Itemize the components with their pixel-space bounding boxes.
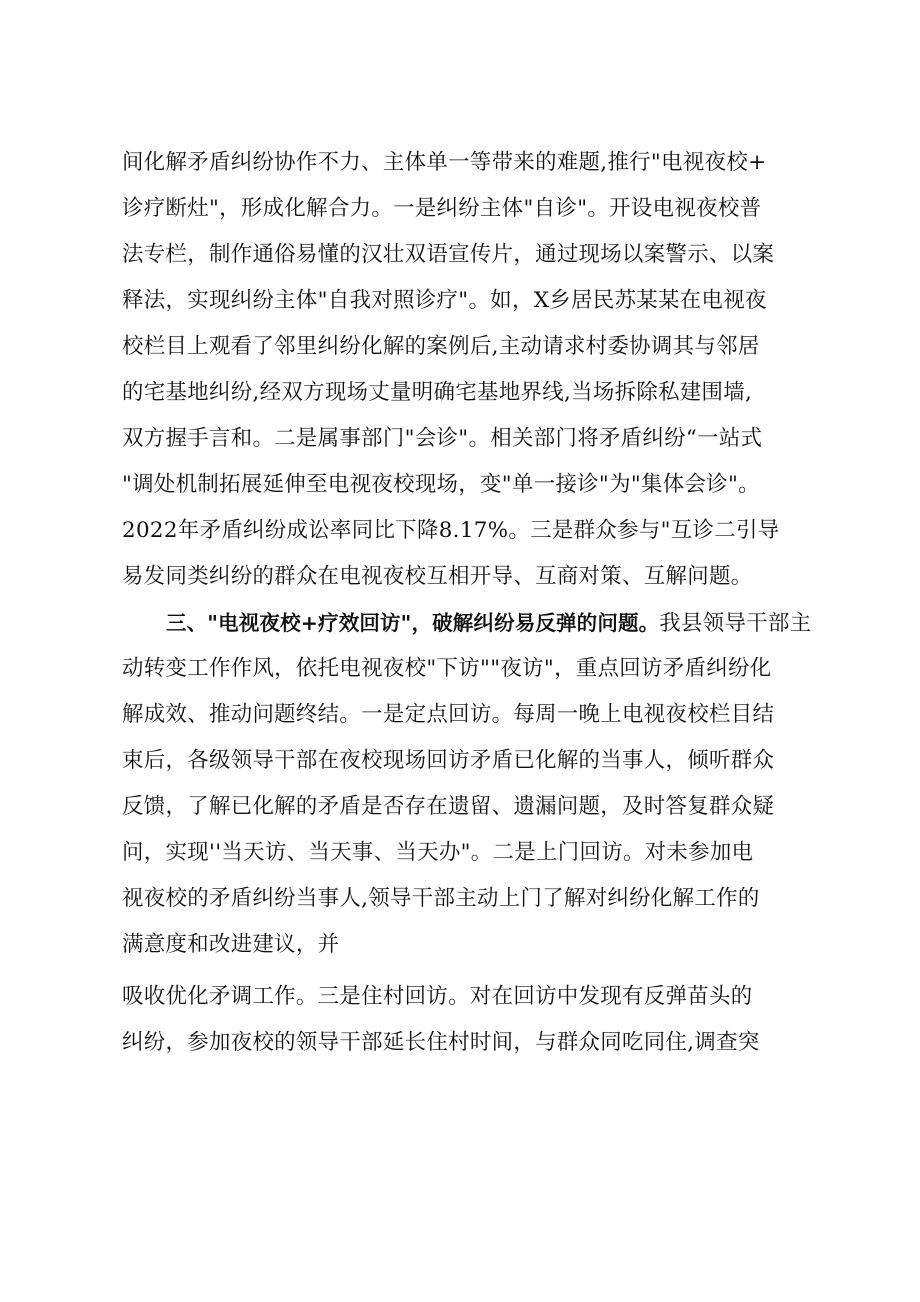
section-heading-line [122, 600, 812, 646]
section-heading: 三、"电视夜校+疗效回访"，破解纠纷易反弹的问题。 [166, 611, 660, 635]
paragraph-line: 视夜校的矛盾纠纷当事人,领导干部主动上门了解对纠纷化解工作的 [122, 886, 760, 911]
paragraph-line: 束后，各级领导干部在夜校现场回访矛盾已化解的当事人，倾听群众 [122, 748, 775, 773]
paragraph-line: 双方握手言和。二是属事部门"会诊"。相关部门将矛盾纠纷“一站式 [122, 426, 763, 451]
paragraph-line: 校栏目上观看了邻里纠纷化解的案例后,主动请求村委协调其与邻居 [122, 334, 760, 359]
paragraph-line: 2022年矛盾纠纷成讼率同比下降8.17%。三是群众参与"互诊二引导 [122, 518, 780, 543]
paragraph-line: 满意度和改进建议，并 [122, 932, 340, 957]
paragraph-line: 间化解矛盾纠纷协作不力、主体单一等带来的难题,推行"电视夜校+ [122, 150, 767, 175]
paragraph-line: 易发同类纠纷的群众在电视夜校互相开导、互商对策、互解问题。 [122, 564, 753, 589]
paragraph-line: 反馈，了解已化解的矛盾是否存在遗留、遗漏问题，及时答复群众疑 [122, 794, 775, 819]
paragraph-line: 的宅基地纠纷,经双方现场丈量明确宅基地界线,当场拆除私建围墙, [122, 380, 753, 405]
paragraph-line: 问，实现''当天访、当天事、当天办"。二是上门回访。对未参加电 [122, 840, 754, 865]
paragraph-line: 释法，实现纠纷主体"自我对照诊疗"。如，X乡居民苏某某在电视夜 [122, 288, 767, 313]
body-text [122, 140, 812, 1066]
paragraph-line: "调处机制拓展延伸至电视夜校现场，变"单一接诊"为"集体会诊"。 [122, 472, 760, 497]
paragraph-line: 纠纷，参加夜校的领导干部延长住村时间，与群众同吃同住,调查突 [122, 1030, 760, 1055]
paragraph-line: 动转变工作作风，依托电视夜校"下访""夜访"，重点回访矛盾纠纷化 [122, 656, 772, 681]
section-heading-tail: 我县领导干部主 [659, 611, 812, 636]
paragraph-line: 解成效、推动问题终结。一是定点回访。每周一晚上电视夜校栏目结 [122, 702, 775, 727]
paragraph-line: 法专栏，制作通俗易懂的汉壮双语宣传片，通过现场以案警示、以案 [122, 242, 775, 267]
paragraph-line: 吸收优化矛调工作。三是住村回访。对在回访中发现有反弹苗头的 [122, 984, 753, 1009]
paragraph-line: 诊疗断灶"，形成化解合力。一是纠纷主体"自诊"。开设电视夜校普 [122, 196, 762, 221]
